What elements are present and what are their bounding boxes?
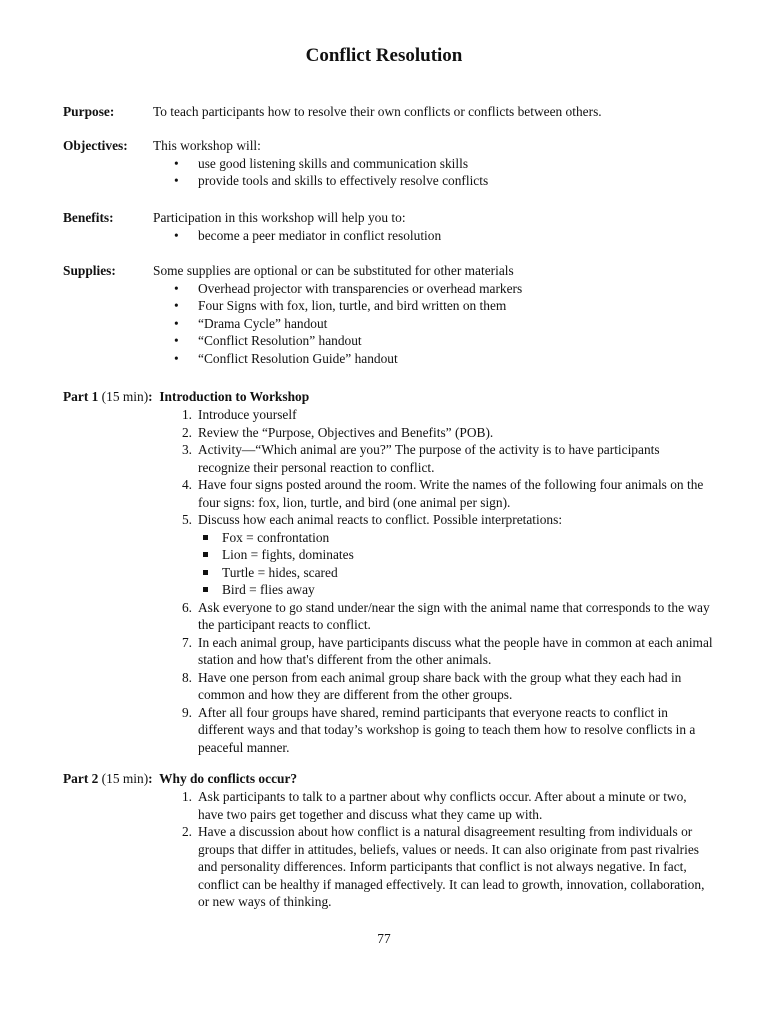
list-item xyxy=(174,704,714,757)
part1-colon: : xyxy=(148,389,153,404)
list-item xyxy=(174,511,714,599)
list-item xyxy=(174,424,714,442)
part2-steps xyxy=(174,788,714,911)
benefits-intro: Participation in this workshop will help you to: xyxy=(153,210,406,225)
list-item: • become a peer mediator in conflict resolution xyxy=(153,227,713,245)
page-number: 77 xyxy=(377,931,391,946)
list-item: • “Conflict Resolution Guide” handout xyxy=(153,350,713,368)
part1-title xyxy=(153,389,310,404)
list-item: • provide tools and skills to effectively resolve conflicts xyxy=(153,172,713,190)
step-number: 9. xyxy=(181,704,192,720)
step-text: Have one person from each animal group share back with the group what they each had in common and how they are different from the other groups. xyxy=(198,669,682,702)
page-title: Conflict Resolution xyxy=(305,45,463,66)
step-number: 4. xyxy=(181,477,192,492)
step-number: 1. xyxy=(181,407,192,422)
list-item: • “Conflict Resolution” handout xyxy=(153,332,713,350)
list-item: • use good listening skills and communication skills xyxy=(153,155,713,173)
list-item xyxy=(174,823,714,911)
part2-time: (15 min) xyxy=(98,771,149,786)
interpretations-list xyxy=(198,529,714,599)
objectives-body xyxy=(153,137,713,190)
step-text: After all four groups have shared, remind participants that everyone reacts to conflict in different ways and that today’s workshop is going to teach them how to resolve conflicts in a peaceful manner. xyxy=(198,704,696,755)
part1-heading-text: Introduction to Workshop xyxy=(159,389,310,404)
step-text: Ask everyone to go stand under/near the sign with the animal name that corresponds to the way the participant reacts to conflict. xyxy=(198,599,710,632)
step-number: 2. xyxy=(181,424,192,440)
list-item: • Four Signs with fox, lion, turtle, and bird written on them xyxy=(153,297,713,315)
step-number: 7. xyxy=(181,634,192,650)
list-item: Bird = flies away xyxy=(198,581,714,599)
step-text: Discuss how each animal reacts to conflict. Possible interpretations: xyxy=(198,512,563,527)
list-item xyxy=(174,406,714,424)
benefits-body xyxy=(153,209,713,244)
step-number: 6. xyxy=(181,599,192,615)
part2-heading xyxy=(63,770,297,788)
list-item xyxy=(174,788,714,823)
step-number: 1. xyxy=(181,789,192,804)
step-text: Have four signs posted around the room. Write the names of the following four animals on the four signs: fox, lion, turtle, and bird (one animal per sign). xyxy=(198,477,704,510)
purpose-text: To teach participants how to resolve their own conflicts or conflicts between others. xyxy=(153,104,602,119)
list-item xyxy=(174,476,714,511)
benefits-list xyxy=(153,227,713,245)
step-number: 2. xyxy=(181,824,192,839)
supplies-body xyxy=(153,262,713,367)
step-text: Ask participants to talk to a partner about why conflicts occur. After about a minute or two, have two pairs get together and discuss what they came up with. xyxy=(198,789,687,822)
objectives-intro: This workshop will: xyxy=(153,138,261,153)
part2-label: Part 2 xyxy=(63,771,99,786)
part2-title xyxy=(153,771,297,786)
step-text: Activity—“Which animal are you?” The purpose of the activity is to have participants recognize their personal reaction to conflict. xyxy=(198,442,660,475)
list-item xyxy=(174,634,714,669)
list-item: Fox = confrontation xyxy=(198,529,714,547)
step-text: Review the “Purpose, Objectives and Benefits” (POB). xyxy=(198,424,494,440)
part1-label: Part 1 xyxy=(63,389,99,404)
list-item: Lion = fights, dominates xyxy=(198,546,714,564)
benefits-label: Benefits: xyxy=(63,210,114,225)
step-text: Have a discussion about how conflict is a natural disagreement resulting from individuals or groups that differ in attitudes, beliefs, values or needs. It can also originate from past rivalries and personality differences. Inform participants that conflict is not always negative. In fact, conflict can be healthy if managed effectively. It can lead to growth, innovation, collaboration, or new ways of thinking. xyxy=(198,824,705,909)
step-number: 8. xyxy=(181,669,192,685)
part1-heading xyxy=(63,388,309,406)
purpose-label: Purpose: xyxy=(63,104,115,119)
list-item xyxy=(174,441,714,476)
list-item: • Overhead projector with transparencies or overhead markers xyxy=(153,280,713,298)
supplies-intro: Some supplies are optional or can be substituted for other materials xyxy=(153,263,514,278)
list-item xyxy=(174,669,714,704)
part2-heading-text: Why do conflicts occur? xyxy=(159,771,298,786)
step-text: In each animal group, have participants discuss what the people have in common at each animal station and how that's different from the other animals. xyxy=(198,634,713,667)
part1-time: (15 min) xyxy=(98,389,149,404)
part2-colon: : xyxy=(148,771,153,786)
list-item xyxy=(174,599,714,634)
part1-steps xyxy=(174,406,714,756)
list-item: • “Drama Cycle” handout xyxy=(153,315,713,333)
objectives-list xyxy=(153,155,713,190)
supplies-label: Supplies: xyxy=(63,263,116,278)
objectives-label: Objectives: xyxy=(63,138,128,153)
list-item: Turtle = hides, scared xyxy=(198,564,714,582)
step-text: Introduce yourself xyxy=(198,407,297,422)
step-number: 3. xyxy=(181,442,192,457)
step-number: 5. xyxy=(181,512,192,527)
supplies-list xyxy=(153,280,713,368)
